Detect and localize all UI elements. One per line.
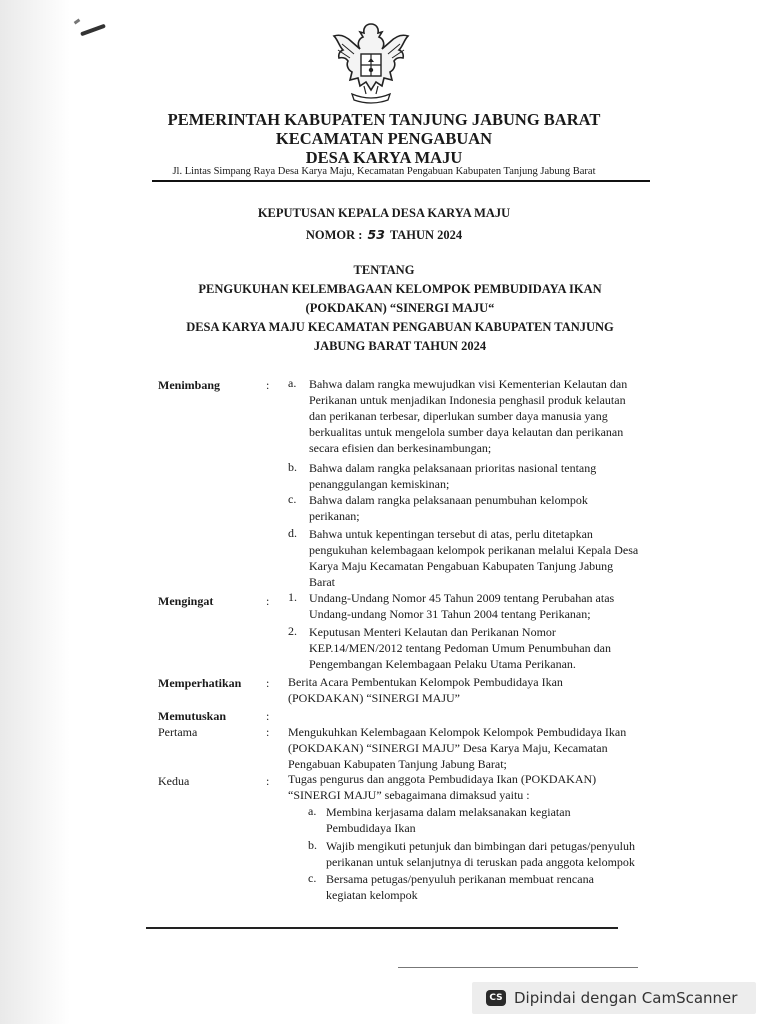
nomor-value: 53 bbox=[367, 227, 385, 242]
memperhatikan-colon: : bbox=[266, 676, 270, 690]
list-marker: a. bbox=[308, 804, 317, 818]
footer-rule bbox=[146, 927, 618, 929]
subject-line: DESA KARYA MAJU KECAMATAN PENGABUAN KABUPATEN TANJUNG bbox=[186, 320, 614, 334]
kedua-label: Kedua bbox=[158, 774, 190, 788]
mengingat-item-1: Undang-Undang Nomor 45 Tahun 2009 tentang Perubahan atas Undang-undang Nomor 31 Tahun 2004 tentang Perikanan; bbox=[309, 591, 615, 621]
memutuskan-colon: : bbox=[266, 709, 270, 723]
village-header: DESA KARYA MAJU bbox=[305, 148, 463, 167]
menimbang-item-d: Bahwa untuk kepentingan tersebut di atas, perlu ditetapkan pengukuhan kelembagaan kelompok perikanan melalui Kepala Desa Karya Maju Kecamatan Pengabuan Kabupaten Tanjung Jabung Barat bbox=[309, 527, 639, 589]
kedua-item-a: Membina kerjasama dalam melaksanakan kegiatan Pembudidaya Ikan bbox=[326, 805, 571, 835]
list-marker: a. bbox=[288, 376, 297, 390]
kedua-item-b: Wajib mengikuti petunjuk dan bimbingan dari petugas/penyuluh perikanan untuk selanjutnya di teruskan pada anggota kelompok bbox=[326, 839, 635, 869]
kedua-colon: : bbox=[266, 774, 270, 788]
camscanner-logo-icon: CS bbox=[486, 990, 506, 1006]
mengingat-item-2: Keputusan Menteri Kelautan dan Perikanan Nomor KEP.14/MEN/2012 tentang Pedoman Umum Penumbuhan dan Pengembangan Kelembagaan Pelaku Utama Perikanan. bbox=[309, 625, 611, 671]
memperhatikan-text: Berita Acara Pembentukan Kelompok Pembudidaya Ikan (POKDAKAN) “SINERGI MAJU” bbox=[288, 675, 563, 705]
memperhatikan-label: Memperhatikan bbox=[158, 676, 242, 690]
mengingat-colon: : bbox=[266, 594, 270, 608]
kedua-item-c: Bersama petugas/penyuluh perikanan membuat rencana kegiatan kelompok bbox=[326, 872, 594, 902]
bottom-edge-line bbox=[398, 967, 638, 968]
list-marker: d. bbox=[288, 526, 297, 540]
pertama-colon: : bbox=[266, 725, 270, 739]
list-marker: 1. bbox=[288, 590, 297, 604]
nomor-label: NOMOR : bbox=[305, 228, 363, 242]
nomor-year: TAHUN 2024 bbox=[389, 228, 463, 242]
letterhead-rule bbox=[152, 180, 650, 182]
menimbang-label: Menimbang bbox=[158, 378, 221, 392]
list-marker: c. bbox=[308, 871, 317, 885]
watermark-text: Dipindai dengan CamScanner bbox=[514, 989, 738, 1007]
pertama-text: Mengukuhkan Kelembagaan Kelompok Kelompok Pembudidaya Ikan (POKDAKAN) “SINERGI MAJU” Desa Karya Maju, Kecamatan Pengabuan Kabupaten Tanjung Jabung Barat; bbox=[288, 725, 627, 771]
decree-number bbox=[0, 227, 768, 243]
tentang-heading: TENTANG bbox=[353, 263, 415, 277]
pertama-label: Pertama bbox=[158, 725, 198, 739]
kedua-text: Tugas pengurus dan anggota Pembudidaya Ikan (POKDAKAN) “SINERGI MAJU” sebagaimana dimaksud yaitu : bbox=[288, 772, 597, 802]
camscanner-watermark bbox=[472, 982, 756, 1014]
memutuskan-label: Memutuskan bbox=[158, 709, 227, 723]
pen-mark-small bbox=[74, 19, 81, 25]
pen-mark bbox=[80, 24, 106, 37]
mengingat-label: Mengingat bbox=[158, 594, 214, 608]
list-marker: b. bbox=[308, 838, 317, 852]
district-header: KECAMATAN PENGABUAN bbox=[275, 129, 493, 148]
list-marker: 2. bbox=[288, 624, 297, 638]
list-marker: c. bbox=[288, 492, 297, 506]
subject-line: JABUNG BARAT TAHUN 2024 bbox=[313, 339, 487, 353]
menimbang-item-b: Bahwa dalam rangka pelaksanaan prioritas nasional tentang penanggulangan kemiskinan; bbox=[309, 461, 597, 491]
menimbang-item-c: Bahwa dalam rangka pelaksanaan penumbuhan kelompok perikanan; bbox=[309, 493, 588, 523]
government-header: PEMERINTAH KABUPATEN TANJUNG JABUNG BARAT bbox=[167, 110, 601, 129]
menimbang-colon: : bbox=[266, 378, 270, 392]
list-marker: b. bbox=[288, 460, 297, 474]
menimbang-item-a: Bahwa dalam rangka mewujudkan visi Kementerian Kelautan dan Perikanan untuk menjadikan Indonesia penghasil produk kelautan dan perikanan terbesar, diperlukan sumber daya manusia yang berkualitas untuk mengelola sumber daya kelautan dan perikanan secara efisien dan berkesinambungan; bbox=[309, 377, 628, 455]
office-address: Jl. Lintas Simpang Raya Desa Karya Maju, Kecamatan Pengabuan Kabupaten Tanjung Jabung Barat bbox=[172, 166, 596, 177]
subject-line: (POKDAKAN) “SINERGI MAJU“ bbox=[305, 301, 495, 315]
garuda-emblem-icon bbox=[330, 20, 412, 108]
decree-title: KEPUTUSAN KEPALA DESA KARYA MAJU bbox=[257, 206, 511, 220]
subject-line: PENGUKUHAN KELEMBAGAAN KELOMPOK PEMBUDIDAYA IKAN bbox=[198, 282, 602, 296]
